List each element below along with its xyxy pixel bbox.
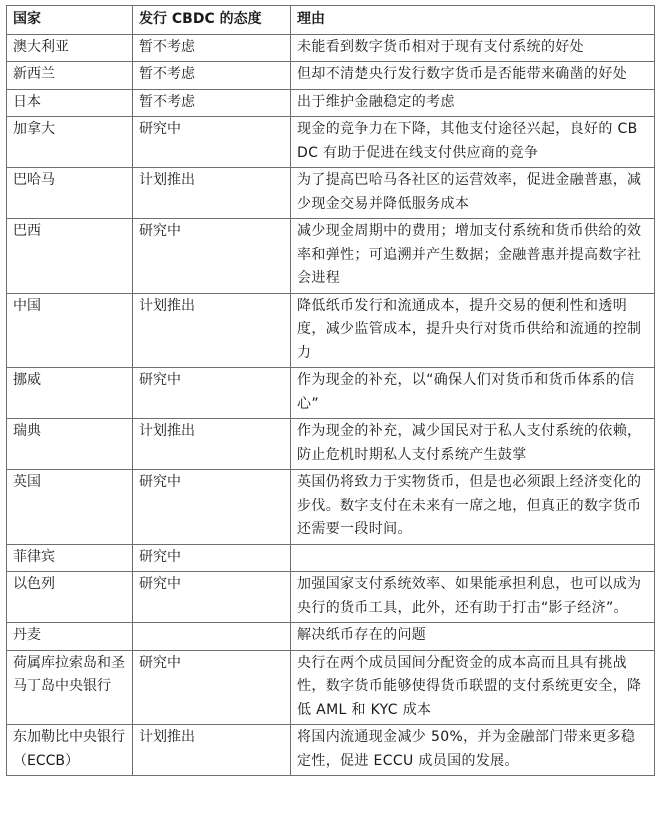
country-cell: 巴哈马 [7,168,133,219]
country-cell: 挪威 [7,368,133,419]
attitude-cell: 研究中 [133,650,291,725]
attitude-cell: 暂不考虑 [133,62,291,90]
reason-cell: 央行在两个成员国间分配资金的成本高而且具有挑战性，数字货币能够使得货币联盟的支付系统更安全，降低 AML 和 KYC 成本 [291,650,655,725]
table-row [7,650,655,725]
table-row [7,34,655,62]
table-row [7,419,655,470]
attitude-cell: 暂不考虑 [133,34,291,62]
header-country: 国家 [7,6,133,35]
reason-cell: 降低纸币发行和流通成本，提升交易的便利性和透明度，减少监管成本，提升央行对货币供给和流通的控制力 [291,293,655,368]
table-row [7,89,655,117]
table-row [7,62,655,90]
attitude-cell: 研究中 [133,470,291,545]
table-row [7,572,655,623]
reason-cell: 加强国家支付系统效率、如果能承担利息，也可以成为央行的货币工具，此外，还有助于打击“影子经济”。 [291,572,655,623]
country-cell: 瑞典 [7,419,133,470]
cbdc-attitude-table [6,5,655,776]
attitude-cell: 暂不考虑 [133,89,291,117]
attitude-cell: 研究中 [133,572,291,623]
table-header-row [7,6,655,35]
reason-cell: 但却不清楚央行发行数字货币是否能带来确凿的好处 [291,62,655,90]
reason-cell: 作为现金的补充，以“确保人们对货币和货币体系的信心” [291,368,655,419]
country-cell: 以色列 [7,572,133,623]
attitude-cell: 计划推出 [133,725,291,776]
country-cell: 英国 [7,470,133,545]
table-row [7,623,655,651]
attitude-cell: 研究中 [133,368,291,419]
table-row [7,219,655,294]
attitude-cell: 计划推出 [133,419,291,470]
header-reason: 理由 [291,6,655,35]
country-cell: 日本 [7,89,133,117]
reason-cell [291,544,655,572]
country-cell: 丹麦 [7,623,133,651]
attitude-cell: 研究中 [133,544,291,572]
reason-cell: 解决纸币存在的问题 [291,623,655,651]
country-cell: 加拿大 [7,117,133,168]
table-row [7,117,655,168]
reason-cell: 为了提高巴哈马各社区的运营效率，促进金融普惠，减少现金交易并降低服务成本 [291,168,655,219]
table-row [7,544,655,572]
country-cell: 菲律宾 [7,544,133,572]
country-cell: 巴西 [7,219,133,294]
country-cell: 中国 [7,293,133,368]
country-cell: 东加勒比中央银行（ECCB） [7,725,133,776]
attitude-cell: 研究中 [133,219,291,294]
country-cell: 澳大利亚 [7,34,133,62]
attitude-cell: 研究中 [133,117,291,168]
table-row [7,470,655,545]
reason-cell: 未能看到数字货币相对于现有支付系统的好处 [291,34,655,62]
reason-cell: 减少现金周期中的费用；增加支付系统和货币供给的效率和弹性；可追溯并产生数据；金融普惠并提高数字社会进程 [291,219,655,294]
reason-cell: 作为现金的补充，减少国民对于私人支付系统的依赖，防止危机时期私人支付系统产生鼓掌 [291,419,655,470]
country-cell: 新西兰 [7,62,133,90]
header-attitude: 发行 CBDC 的态度 [133,6,291,35]
reason-cell: 出于维护金融稳定的考虑 [291,89,655,117]
table-row [7,725,655,776]
attitude-cell: 计划推出 [133,293,291,368]
reason-cell: 现金的竞争力在下降，其他支付途径兴起，良好的 CBDC 有助于促进在线支付供应商的竞争 [291,117,655,168]
attitude-cell: 计划推出 [133,168,291,219]
attitude-cell [133,623,291,651]
reason-cell: 将国内流通现金减少 50%，并为金融部门带来更多稳定性，促进 ECCU 成员国的发展。 [291,725,655,776]
reason-cell: 英国仍将致力于实物货币，但是也必须跟上经济变化的步伐。数字支付在未来有一席之地，但真正的数字货币还需要一段时间。 [291,470,655,545]
cbdc-attitude-table-container [6,5,654,776]
table-row [7,368,655,419]
table-row [7,168,655,219]
table-row [7,293,655,368]
country-cell: 荷属库拉索岛和圣马丁岛中央银行 [7,650,133,725]
